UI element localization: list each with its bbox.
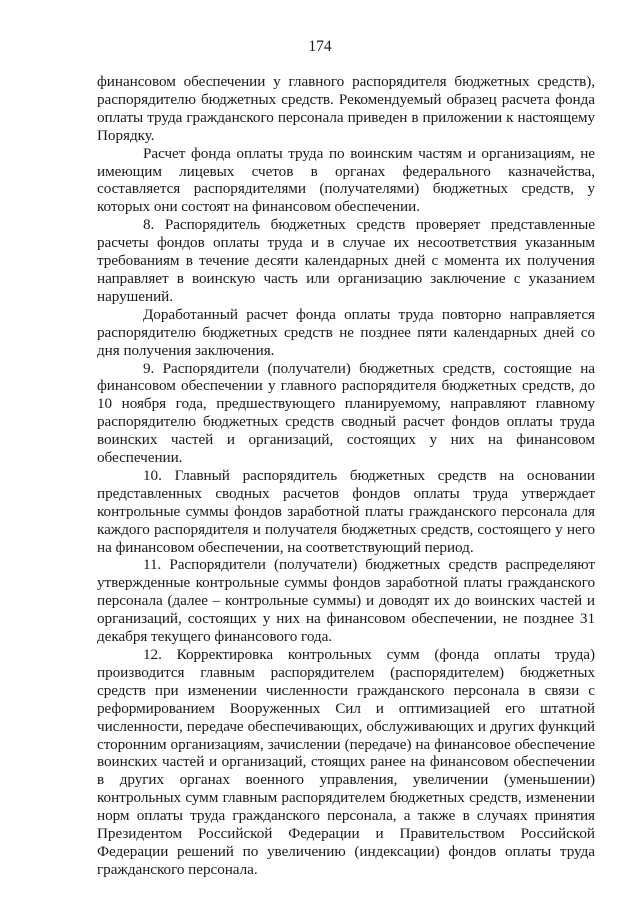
- paragraph-continuation: финансовом обеспечении у главного распорядителя бюджетных средств), распорядителю бюджетных средств. Рекомендуемый образец расчета фонда оплаты труда гражданского персонала приведен в приложении к настоящему Порядку.: [97, 73, 595, 144]
- paragraph-item-9: 9. Распорядители (получатели) бюджетных средств, состоящие на финансовом обеспечении у главного распорядителя бюджетных средств, до 10 ноября года, предшествующего планируемому, направляют главному распорядителю бюджетных средств сводный расчет фондов оплаты труда воинских частей и организаций, состоящих у них на финансовом обеспечении.: [97, 359, 595, 467]
- paragraph-item-10: 10. Главный распорядитель бюджетных средств на основании представленных сводных расчетов фондов оплаты труда утверждает контрольные суммы фондов заработной платы гражданского персонала для каждого распорядителя и получателя бюджетных средств, состоящего у него на финансовом обеспечении, на соответствующий период.: [97, 466, 595, 556]
- page-number: 174: [308, 38, 332, 55]
- paragraph-payroll-calculation: Расчет фонда оплаты труда по воинским частям и организациям, не имеющим лицевых счетов в органах федерального казначейства, составляется распорядителями (получателями) бюджетных средств, у которых они состоят на финансовом обеспечении.: [97, 144, 595, 216]
- paragraph-item-8: 8. Распорядитель бюджетных средств проверяет представленные расчеты фондов оплаты труда и в случае их несоответствия указанным требованиям в течение десяти календарных дней с момента их получения направляет в воинскую часть или организацию заключение с указанием нарушений.: [97, 216, 595, 305]
- paragraph-revised-calculation: Доработанный расчет фонда оплаты труда повторно направляется распорядителю бюджетных средств не позднее пяти календарных дней со дня получения заключения.: [97, 305, 595, 359]
- paragraph-item-11: 11. Распорядители (получатели) бюджетных средств распределяют утвержденные контрольные суммы фондов заработной платы гражданского персонала (далее – контрольные суммы) и доводят их до воинских частей и организаций, состоящих у них на финансовом обеспечении, не позднее 31 декабря текущего финансового года.: [97, 556, 595, 646]
- paragraph-item-12: 12. Корректировка контрольных сумм (фонда оплаты труда) производится главным распорядителем (распорядителем) бюджетных средств при изменении численности гражданского персонала в связи с реформированием Вооруженных Сил и оптимизацией его штатной численности, передаче обеспечивающих, обслуживающих и других функций сторонним организациям, зачислении (передаче) на финансовое обеспечение воинских частей и организаций, стоящих ранее на финансовом обеспечении в других органах военного управления, увеличении (уменьшении) контрольных сумм главным распорядителем бюджетных средств, изменении норм оплаты труда гражданского персонала, а также в случаях принятия Президентом Российской Федерации и Правительством Российской Федерации решений по увеличению (индексации) фондов оплаты труда гражданского персонала.: [97, 646, 595, 878]
- document-body: [97, 73, 595, 879]
